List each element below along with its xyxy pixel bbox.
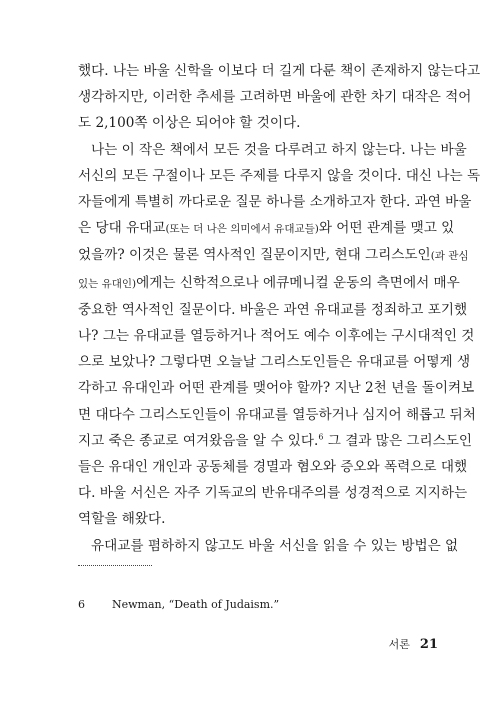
text-run: 었을까? 이것은 물론 역사적인 질문이지만, 현대 그리스도인 bbox=[78, 247, 431, 264]
footnote-number: 6 bbox=[78, 598, 85, 611]
text-line: 나? 그는 유대교를 열등하거나 적어도 예수 이후에는 구시대적인 것 bbox=[78, 328, 475, 345]
parenthetical: 있는 유대인) bbox=[78, 277, 137, 290]
text-line: 다. 바울 서신은 자주 기독교의 반유대주의를 성경적으로 지지하는 bbox=[78, 485, 468, 502]
text-line bbox=[78, 428, 473, 454]
text-line: 생각하지만, 이러한 추세를 고려하면 바울에 관한 차기 대작은 적어 bbox=[78, 89, 472, 106]
text-line bbox=[78, 270, 460, 297]
text-line bbox=[78, 215, 455, 242]
parenthetical: (과 관심 bbox=[430, 250, 469, 263]
footnote-text: Newman, “Death of Judaism.” bbox=[112, 598, 280, 611]
text-line: 으로 보았나? 그렇다면 오늘날 그리스도인들은 유대교를 어떻게 생 bbox=[78, 354, 471, 371]
text-line: 서신의 모든 구절이나 모든 주제를 다루지 않을 것이다. 대신 나는 독 bbox=[78, 167, 481, 184]
text-run: 에게는 신학적으로나 에큐메니컬 운동의 측면에서 매우 bbox=[136, 274, 460, 291]
running-footer bbox=[389, 636, 438, 652]
text-line: 도 2,100쪽 이상은 되어야 할 것이다. bbox=[78, 115, 301, 132]
text-run: 지고 죽은 종교로 여겨왔음을 알 수 있다. bbox=[78, 432, 319, 449]
text-line: 유대교를 폄하하지 않고도 바울 서신을 읽을 수 있는 방법은 없 bbox=[91, 537, 459, 554]
text-line: 나는 이 작은 책에서 모든 것을 다루려고 하지 않는다. 나는 바울 bbox=[91, 141, 467, 158]
body-text bbox=[78, 58, 481, 559]
parenthetical: (또는 더 나은 의미에서 유대교들) bbox=[165, 223, 319, 236]
text-run: 그 결과 많은 그리스도인 bbox=[323, 432, 473, 449]
text-run: 와 어떤 관계를 맺고 있 bbox=[318, 220, 455, 237]
text-run: 은 당대 유대교 bbox=[78, 220, 166, 237]
footnote bbox=[78, 598, 279, 611]
text-line: 자들에게 특별히 까다로운 질문 하나를 소개하고자 한다. 과연 바울 bbox=[78, 194, 472, 211]
footnote-divider bbox=[78, 565, 152, 566]
text-line: 역할을 해왔다. bbox=[78, 511, 166, 528]
text-line: 했다. 나는 바울 신학을 이보다 더 길게 다룬 책이 존재하지 않는다고 bbox=[78, 63, 481, 79]
text-line: 중요한 역사적인 질문이다. 바울은 과연 유대교를 정죄하고 포기했 bbox=[78, 301, 468, 318]
text-line: 들은 유대인 개인과 공동체를 경멸과 혐오와 증오와 폭력으로 대했 bbox=[78, 459, 468, 476]
footnote-marker[interactable]: 6 bbox=[318, 432, 324, 442]
section-title: 서론 bbox=[388, 638, 410, 651]
text-line bbox=[78, 242, 469, 269]
page-number: 21 bbox=[419, 637, 438, 652]
text-line: 각하고 유대인과 어떤 관계를 맺어야 할까? 지난 2천 년을 돌이켜보 bbox=[78, 380, 475, 397]
text-line: 면 대다수 그리스도인들이 유대교를 열등하거나 심지어 해롭고 뒤처 bbox=[78, 406, 476, 423]
